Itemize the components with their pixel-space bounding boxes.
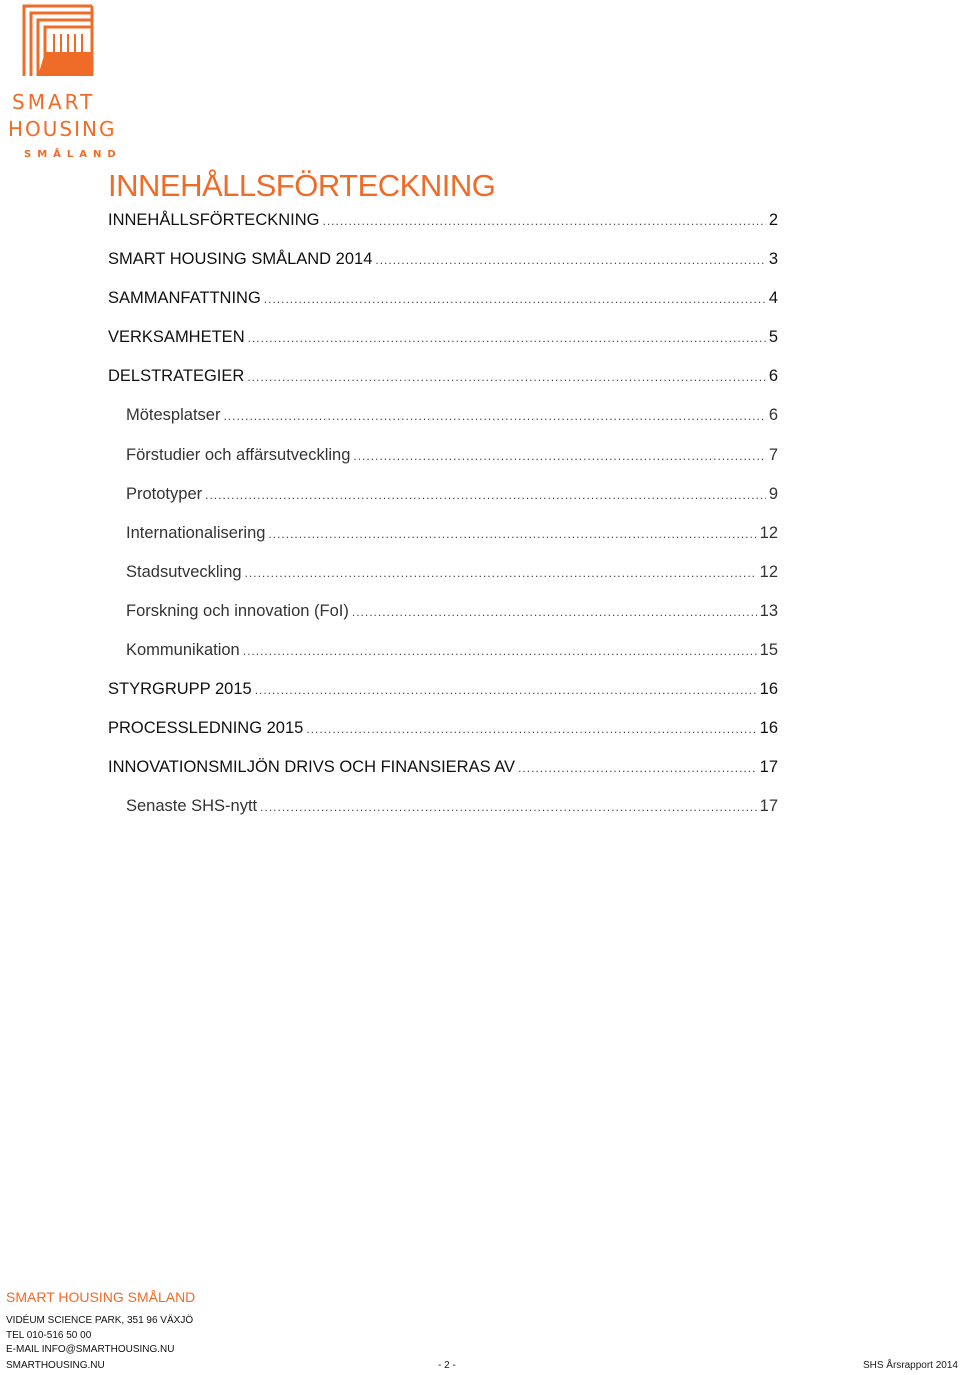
toc-entry-label: INNEHÅLLSFÖRTECKNING: [108, 211, 320, 229]
toc-entry[interactable]: [108, 752, 778, 791]
footer-website[interactable]: SMARTHOUSING.NU: [6, 1360, 105, 1371]
toc-entry[interactable]: [108, 440, 778, 479]
toc-leader-dots: [255, 675, 757, 705]
logo-text-smaland: SMÅLAND: [24, 149, 122, 160]
toc-entry-label: Mötesplatser: [126, 406, 221, 425]
logo-mark-icon: [4, 4, 104, 84]
toc-entry-label: Prototyper: [126, 484, 203, 503]
table-of-contents: [108, 205, 778, 831]
footer-email[interactable]: E-MAIL INFO@SMARTHOUSING.NU: [6, 1344, 175, 1355]
toc-entry-label: Förstudier och affärsutveckling: [126, 445, 351, 464]
report-name: SHS Årsrapport 2014: [862, 1360, 958, 1371]
toc-entry-label: Internationalisering: [126, 523, 266, 542]
toc-entry[interactable]: [108, 244, 778, 283]
toc-leader-dots: [353, 441, 765, 471]
footer-phone: TEL 010-516 50 00: [6, 1330, 92, 1341]
toc-entry-label: VERKSAMHETEN: [108, 328, 245, 347]
toc-entry-page: 7: [768, 445, 778, 464]
toc-entry[interactable]: [108, 557, 778, 596]
toc-entry-page: 16: [759, 680, 778, 699]
toc-entry[interactable]: [108, 361, 778, 400]
toc-leader-dots: [268, 519, 756, 549]
toc-entry[interactable]: [108, 635, 778, 674]
toc-entry[interactable]: [108, 479, 778, 518]
toc-entry[interactable]: [108, 713, 778, 752]
toc-entry-page: 3: [768, 250, 778, 269]
logo-text-housing: HOUSING: [8, 117, 117, 141]
toc-entry-page: 9: [768, 484, 778, 503]
toc-leader-dots: [375, 245, 765, 275]
toc-entry-label: SMART HOUSING SMÅLAND 2014: [108, 250, 373, 269]
toc-entry-label: STYRGRUPP 2015: [108, 680, 252, 699]
toc-entry[interactable]: [108, 596, 778, 635]
toc-entry-page: 4: [768, 289, 778, 308]
toc-leader-dots: [245, 558, 757, 588]
toc-entry[interactable]: [108, 791, 778, 830]
toc-leader-dots: [264, 284, 766, 314]
footer-address: VIDÉUM SCIENCE PARK, 351 96 VÄXJÖ: [6, 1315, 194, 1326]
toc-entry[interactable]: [108, 322, 778, 361]
toc-entry-label: Kommunikation: [126, 641, 240, 660]
toc-leader-dots: [518, 753, 757, 783]
toc-leader-dots: [306, 714, 756, 744]
toc-entry-page: 6: [768, 367, 778, 386]
toc-leader-dots: [205, 480, 766, 510]
toc-leader-dots: [243, 636, 757, 666]
toc-entry-page: 17: [759, 797, 778, 816]
logo: [4, 4, 122, 164]
toc-entry-page: 12: [759, 523, 778, 542]
toc-entry-page: 12: [759, 562, 778, 581]
page-number: - 2 -: [438, 1360, 456, 1371]
toc-entry[interactable]: [108, 518, 778, 557]
toc-leader-dots: [247, 362, 766, 392]
toc-entry-label: SAMMANFATTNING: [108, 289, 261, 308]
toc-leader-dots: [323, 206, 766, 236]
toc-title: INNEHÅLLSFÖRTECKNING: [108, 168, 496, 203]
toc-entry-page: 5: [768, 328, 778, 347]
logo-text-smart: SMART: [12, 90, 96, 114]
toc-leader-dots: [352, 597, 757, 627]
toc-entry-page: 2: [768, 211, 778, 229]
toc-leader-dots: [223, 401, 765, 431]
toc-entry-label: Senaste SHS-nytt: [126, 797, 258, 816]
footer-org-name: SMART HOUSING SMÅLAND: [6, 1289, 196, 1305]
toc-entry-label: DELSTRATEGIER: [108, 367, 245, 386]
toc-entry[interactable]: [108, 205, 778, 244]
toc-entry-page: 6: [768, 406, 778, 425]
toc-entry[interactable]: [108, 674, 778, 713]
toc-entry-label: Stadsutveckling: [126, 562, 242, 581]
toc-entry-page: 16: [759, 719, 778, 738]
toc-entry-label: INNOVATIONSMILJÖN DRIVS OCH FINANSIERAS AV: [108, 758, 516, 777]
toc-entry-page: 13: [759, 601, 778, 620]
toc-entry-label: Forskning och innovation (FoI): [126, 601, 349, 620]
toc-entry-page: 17: [759, 758, 778, 777]
toc-entry-page: 15: [759, 641, 778, 660]
toc-entry[interactable]: [108, 283, 778, 322]
toc-leader-dots: [248, 323, 766, 353]
toc-leader-dots: [260, 792, 756, 822]
toc-entry-label: PROCESSLEDNING 2015: [108, 719, 304, 738]
toc-entry[interactable]: [108, 400, 778, 439]
